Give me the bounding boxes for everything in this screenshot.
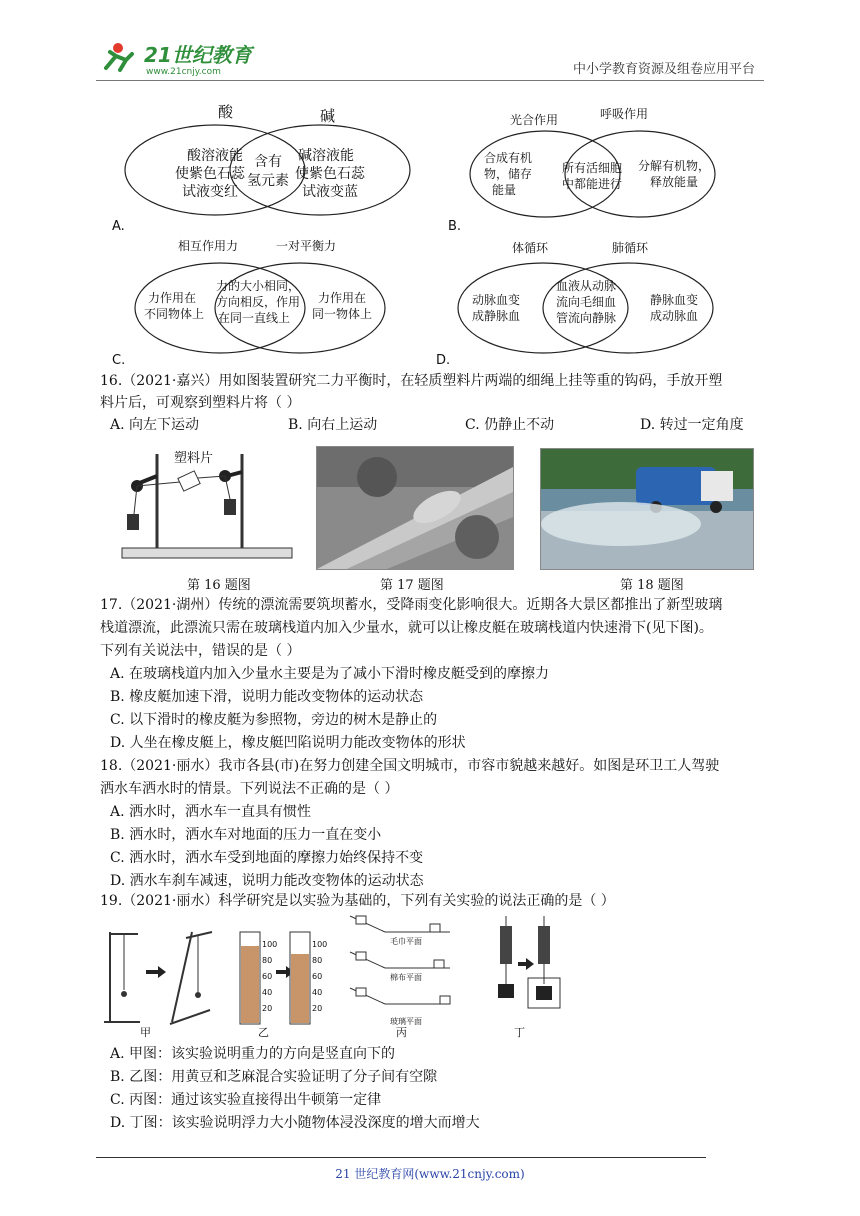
footer-divider bbox=[96, 1157, 706, 1158]
svg-text:力的大小相同，: 力的大小相同， bbox=[215, 279, 301, 293]
fig19-ding bbox=[498, 916, 560, 1039]
svg-text:力作用在: 力作用在 bbox=[317, 291, 367, 305]
svg-text:60: 60 bbox=[262, 972, 273, 981]
platform-name: 中小学教育资源及组卷应用平台 bbox=[572, 62, 755, 77]
venn-d-label: D. bbox=[436, 353, 451, 368]
fig16-label: 塑料片 bbox=[174, 451, 214, 466]
q17-stem-line2: 栈道漂流，此漂流只需在玻璃栈道内加入少量水，就可以让橡皮艇在玻璃栈道内快速滑下(见下图)。 bbox=[100, 620, 713, 636]
svg-text:不同物体上: 不同物体上 bbox=[143, 307, 205, 321]
q17-option-c: C. 以下滑时的橡皮艇为参照物，旁边的树木是静止的 bbox=[110, 712, 438, 728]
logo-main-text: 21世纪教育 bbox=[144, 43, 252, 67]
logo-runner-icon bbox=[106, 52, 132, 70]
svg-text:棉布平面: 棉布平面 bbox=[390, 973, 422, 982]
fig19-bing bbox=[350, 916, 450, 1039]
q16-stem-line2: 料片后，可观察到塑料片将（ ） bbox=[100, 395, 301, 411]
venn-b-right-title: 呼吸作用 bbox=[600, 107, 649, 121]
fig19-jia bbox=[104, 932, 212, 1039]
venn-a bbox=[112, 103, 410, 234]
venn-b-left-title: 光合作用 bbox=[510, 113, 559, 127]
q17-option-d: D. 人坐在橡皮艇上，橡皮艇凹陷说明力能改变物体的形状 bbox=[110, 735, 466, 751]
venn-a-right-title: 碱 bbox=[320, 107, 336, 125]
q18-option-b: B. 洒水时，洒水车对地面的压力一直在变小 bbox=[110, 827, 382, 843]
svg-text:释放能量: 释放能量 bbox=[649, 175, 699, 189]
venn-b-label: B. bbox=[448, 219, 462, 234]
q16-option-c: C. 仍静止不动 bbox=[465, 417, 555, 433]
venn-d bbox=[436, 240, 713, 368]
footer-text[interactable]: 21 世纪教育网(www.21cnjy.com) bbox=[335, 1167, 525, 1181]
q19-option-d: D. 丁图：该实验说明浮力大小随物体浸没深度的增大而增大 bbox=[110, 1115, 480, 1131]
svg-text:使紫色石蕊: 使紫色石蕊 bbox=[295, 166, 365, 182]
svg-text:含有: 含有 bbox=[254, 154, 282, 170]
svg-text:成动脉血: 成动脉血 bbox=[649, 309, 699, 323]
q17-stem-line1: 17.（2021·湖州）传统的漂流需要筑坝蓄水，受降雨变化影响很大。近期各大景区都推出了新型玻璃 bbox=[100, 597, 723, 613]
venn-c-left-title: 相互作用力 bbox=[178, 239, 239, 253]
svg-text:动脉血变: 动脉血变 bbox=[471, 293, 521, 307]
svg-text:80: 80 bbox=[312, 956, 323, 965]
q16-option-d: D. 转过一定角度 bbox=[640, 417, 744, 433]
fig19-yi bbox=[240, 932, 327, 1039]
venn-a-label: A. bbox=[112, 219, 125, 234]
svg-text:力作用在: 力作用在 bbox=[147, 291, 197, 305]
svg-text:酸溶液能: 酸溶液能 bbox=[187, 148, 243, 164]
site-logo bbox=[96, 38, 256, 78]
svg-text:40: 40 bbox=[312, 988, 323, 997]
svg-text:80: 80 bbox=[262, 956, 273, 965]
q18-stem-line2: 洒水车洒水时的情景。下列说法不正确的是（ ） bbox=[100, 781, 399, 797]
svg-text:100: 100 bbox=[312, 940, 328, 949]
svg-text:使紫色石蕊: 使紫色石蕊 bbox=[175, 166, 245, 182]
arrow-icon bbox=[518, 958, 534, 970]
caption-fig18: 第 18 题图 bbox=[620, 578, 684, 593]
q16-option-b: B. 向右上运动 bbox=[288, 417, 378, 433]
svg-text:合成有机: 合成有机 bbox=[483, 151, 533, 165]
svg-text:中都能进行: 中都能进行 bbox=[561, 177, 623, 191]
venn-b bbox=[448, 107, 715, 234]
svg-text:丁: 丁 bbox=[514, 1026, 525, 1039]
svg-text:碱溶液能: 碱溶液能 bbox=[298, 148, 354, 164]
svg-text:毛巾平面: 毛巾平面 bbox=[390, 937, 422, 946]
svg-text:乙: 乙 bbox=[258, 1026, 269, 1039]
venn-c bbox=[112, 238, 385, 368]
q16-option-a: A. 向左下运动 bbox=[110, 417, 200, 433]
venn-d-left-title: 体循环 bbox=[512, 241, 549, 255]
svg-text:管流向静脉: 管流向静脉 bbox=[555, 311, 617, 325]
svg-text:60: 60 bbox=[312, 972, 323, 981]
svg-text:血液从动脉: 血液从动脉 bbox=[555, 279, 617, 293]
svg-text:试液变红: 试液变红 bbox=[182, 184, 238, 200]
venn-diagrams bbox=[100, 92, 760, 372]
svg-text:20: 20 bbox=[312, 1004, 323, 1013]
q19-stem: 19.（2021·丽水）科学研究是以实验为基础的，下列有关实验的说法正确的是（ ） bbox=[100, 893, 615, 909]
q19-option-c: C. 丙图：通过该实验直接得出牛顿第一定律 bbox=[110, 1092, 382, 1108]
svg-text:试液变蓝: 试液变蓝 bbox=[302, 184, 358, 200]
svg-text:20: 20 bbox=[262, 1004, 273, 1013]
caption-fig17: 第 17 题图 bbox=[380, 578, 444, 593]
q17-option-a: A. 在玻璃栈道内加入少量水主要是为了减小下滑时橡皮艇受到的摩擦力 bbox=[110, 666, 550, 682]
q19-option-b: B. 乙图：用黄豆和芝麻混合实验证明了分子间有空隙 bbox=[110, 1069, 438, 1085]
q18-option-d: D. 洒水车刹车减速，说明力能改变物体的运动状态 bbox=[110, 873, 424, 889]
svg-text:在同一直线上: 在同一直线上 bbox=[217, 311, 291, 325]
q17-option-b: B. 橡皮艇加速下滑，说明力能改变物体的运动状态 bbox=[110, 689, 424, 705]
logo-sub-text: www.21cnjy.com bbox=[146, 67, 221, 77]
svg-text:40: 40 bbox=[262, 988, 273, 997]
svg-text:方向相反，作用: 方向相反，作用 bbox=[215, 295, 301, 309]
q16-stem-line1: 16.（2021·嘉兴）用如图装置研究二力平衡时，在轻质塑料片两端的细绳上挂等重的钩码，手放开塑 bbox=[100, 373, 723, 389]
svg-text:丙: 丙 bbox=[396, 1026, 407, 1039]
svg-text:物，储存: 物，储存 bbox=[483, 167, 533, 181]
fig17-photo bbox=[316, 446, 514, 570]
q18-stem-line1: 18.（2021·丽水）我市各县(市)在努力创建全国文明城市，市容市貌越来越好。如图是环卫工人驾驶 bbox=[100, 758, 720, 774]
svg-text:100: 100 bbox=[262, 940, 278, 949]
venn-a-left-title: 酸 bbox=[218, 103, 234, 121]
fig19-experiments bbox=[100, 912, 570, 1040]
svg-text:能量: 能量 bbox=[491, 183, 517, 197]
svg-text:分解有机物，: 分解有机物， bbox=[637, 159, 711, 173]
svg-text:氢元素: 氢元素 bbox=[247, 173, 289, 189]
svg-text:流向毛细血: 流向毛细血 bbox=[555, 295, 617, 309]
q17-stem-line3: 下列有关说法中，错误的是（ ） bbox=[100, 643, 301, 659]
q19-option-a: A. 甲图：该实验说明重力的方向是竖直向下的 bbox=[110, 1046, 396, 1062]
logo-figure-head-icon bbox=[113, 43, 123, 53]
header-divider bbox=[96, 80, 764, 81]
svg-text:静脉血变: 静脉血变 bbox=[649, 293, 699, 307]
q18-option-c: C. 洒水时，洒水车受到地面的摩擦力始终保持不变 bbox=[110, 850, 424, 866]
svg-text:玻璃平面: 玻璃平面 bbox=[390, 1017, 422, 1026]
fig16-apparatus bbox=[112, 444, 302, 569]
venn-c-label: C. bbox=[112, 353, 126, 368]
svg-text:同一物体上: 同一物体上 bbox=[311, 307, 373, 321]
svg-text:甲: 甲 bbox=[140, 1026, 151, 1039]
fig18-photo bbox=[540, 448, 754, 570]
q18-option-a: A. 洒水时，洒水车一直具有惯性 bbox=[110, 804, 312, 820]
venn-d-right-title: 肺循环 bbox=[612, 241, 649, 255]
caption-fig16: 第 16 题图 bbox=[187, 578, 251, 593]
svg-text:所有活细胞: 所有活细胞 bbox=[561, 161, 623, 175]
arrow-icon bbox=[146, 966, 166, 978]
svg-text:成静脉血: 成静脉血 bbox=[471, 309, 521, 323]
venn-c-right-title: 一对平衡力 bbox=[276, 239, 337, 253]
